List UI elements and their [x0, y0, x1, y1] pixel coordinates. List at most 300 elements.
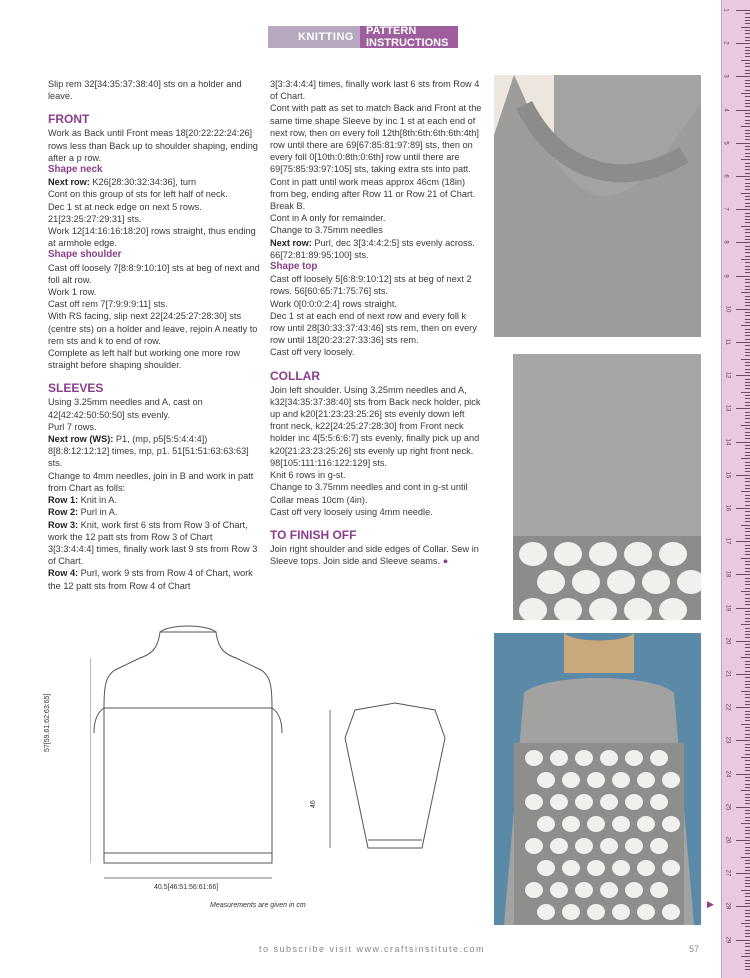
ruler-number: 13	[724, 405, 731, 412]
ruler-tick	[741, 956, 750, 957]
front-text: Work as Back until Front meas 18[20:22:22:24:26] rows less than Back up to shoulder shaping, ending after a p row.	[48, 128, 258, 163]
ruler-tick	[741, 126, 750, 127]
ruler-tick	[745, 571, 750, 572]
ruler-tick	[745, 681, 750, 682]
ruler-tick	[745, 770, 750, 771]
ruler-tick	[745, 521, 750, 522]
ruler-number: 9	[722, 273, 729, 278]
ruler-tick	[745, 106, 750, 107]
ruler-tick	[745, 531, 750, 532]
ruler-number: 18	[724, 571, 731, 578]
ruler-tick	[745, 279, 750, 280]
ruler-tick	[745, 53, 750, 54]
ruler-tick	[745, 289, 750, 290]
ruler-tick	[745, 332, 750, 333]
ruler-tick	[745, 206, 750, 207]
shoulder-text-3: Cast off rem 7[7:9:9:9:11] sts.	[48, 299, 168, 310]
ruler-tick	[745, 883, 750, 884]
ruler-tick	[736, 408, 750, 409]
next-row-text: K26[28:30:32:34:36], turn	[89, 177, 197, 188]
ruler-tick	[745, 853, 750, 854]
ruler-tick	[745, 817, 750, 818]
photo-sleeve-detail	[513, 354, 701, 620]
ruler-tick	[745, 335, 750, 336]
ruler-tick	[745, 379, 750, 380]
ruler-tick	[745, 173, 750, 174]
collar-heading: COLLAR	[270, 368, 320, 383]
footer-url: to subscribe visit www.craftsinstitute.com	[259, 944, 486, 954]
height-measurement: 57[59.61:62:63:65]	[44, 693, 51, 752]
ruler-tick	[745, 561, 750, 562]
ruler-tick	[745, 893, 750, 894]
ruler-tick	[745, 163, 750, 164]
ruler-tick	[745, 880, 750, 881]
ruler-tick	[736, 508, 750, 509]
back-view-illustration	[494, 633, 701, 925]
ruler-tick	[741, 525, 750, 526]
ruler-tick	[745, 365, 750, 366]
shoulder-text-1: Cast off loosely 7[8:8:9:10:10] sts at beg of next and foll alt row.	[48, 262, 260, 285]
ruler-tick	[745, 621, 750, 622]
ruler-tick	[736, 442, 750, 443]
ruler-tick	[736, 807, 750, 808]
ruler-tick	[745, 697, 750, 698]
ruler-tick	[745, 438, 750, 439]
ruler-tick	[745, 581, 750, 582]
ruler-tick	[741, 425, 750, 426]
ruler-tick	[745, 903, 750, 904]
ruler-tick	[745, 123, 750, 124]
ruler-tick	[736, 774, 750, 775]
ruler-tick	[745, 388, 750, 389]
ruler-tick	[745, 518, 750, 519]
sleeve-cont-1: 3[3:3:4:4:4] times, finally work last 6 sts from Row 4 of Chart.	[270, 79, 480, 102]
ruler-tick	[745, 266, 750, 267]
ruler-tick	[745, 860, 750, 861]
body-outline	[104, 632, 272, 863]
ruler-tick	[745, 199, 750, 200]
column-one	[48, 78, 260, 592]
ruler-tick	[736, 10, 750, 11]
next-row-label: Next row:	[48, 177, 90, 188]
ruler-tick	[745, 664, 750, 665]
ruler-tick	[745, 485, 750, 486]
ruler-number: 7	[722, 207, 729, 211]
ruler-tick	[745, 166, 750, 167]
ruler-number: 27	[724, 869, 731, 877]
ruler-tick	[745, 847, 750, 848]
ruler-tick	[745, 305, 750, 306]
ruler-tick	[745, 920, 750, 921]
measurement-note: Measurements are given in cm	[210, 902, 306, 909]
ruler-tick	[745, 319, 750, 320]
ruler-tick	[741, 27, 750, 28]
ruler-tick	[745, 239, 750, 240]
ruler-tick	[745, 843, 750, 844]
ruler-tick	[745, 462, 750, 463]
ruler-tick	[745, 813, 750, 814]
ruler-tick	[745, 651, 750, 652]
ruler-tick	[741, 325, 750, 326]
row-2-text: Purl in A.	[78, 507, 118, 518]
ruler-tick	[745, 886, 750, 887]
ruler-tick	[745, 355, 750, 356]
ruler-tick	[745, 747, 750, 748]
ruler-tick	[745, 17, 750, 18]
purl-row-label: Next row:	[270, 237, 312, 248]
row-4-label: Row 4:	[48, 568, 79, 579]
ruler-number: 19	[724, 604, 731, 611]
ruler-tick	[745, 352, 750, 353]
ruler-tick	[736, 475, 750, 476]
ruler-tick	[741, 691, 750, 692]
shape-top-heading: Shape top	[270, 261, 318, 273]
ruler-tick	[745, 548, 750, 549]
ruler-number: 26	[724, 836, 731, 844]
ruler-tick	[745, 468, 750, 469]
page-number: 57	[689, 944, 700, 954]
shape-neck-heading: Shape neck	[48, 164, 103, 176]
ruler-tick	[745, 455, 750, 456]
ruler-tick	[745, 578, 750, 579]
ruler-number: 3	[722, 74, 729, 79]
sleeves-heading: SLEEVES	[48, 381, 104, 396]
sleeves-text-2: Purl 7 rows.	[48, 421, 97, 432]
finish-body: Join right shoulder and side edges of Collar. Sew in Sleeve tops. Join side and Sleeve seams.	[270, 543, 479, 567]
ruler-tick	[745, 684, 750, 685]
ruler-tick	[741, 757, 750, 758]
ruler-tick	[745, 764, 750, 765]
ruler-tick	[745, 667, 750, 668]
ruler-tick	[736, 309, 750, 310]
ruler-tick	[736, 840, 750, 841]
shoulder-text-5: Complete as left half but working one more row straight before shaping shoulder.	[48, 348, 241, 371]
ruler-tick	[745, 322, 750, 323]
ruler-tick	[745, 103, 750, 104]
ruler-tick	[745, 465, 750, 466]
ruler-tick	[741, 857, 750, 858]
ruler-tick	[745, 113, 750, 114]
ruler-tick	[741, 226, 750, 227]
ruler-tick	[745, 760, 750, 761]
ruler-tick	[745, 535, 750, 536]
ruler-tick	[745, 767, 750, 768]
ruler-tick	[745, 505, 750, 506]
ruler-tick	[745, 435, 750, 436]
ruler-tick	[745, 286, 750, 287]
ruler-tick	[745, 960, 750, 961]
ruler-tick	[736, 209, 750, 210]
ruler-tick	[745, 830, 750, 831]
ruler-tick	[745, 339, 750, 340]
ruler-tick	[736, 110, 750, 111]
ruler-tick	[745, 63, 750, 64]
ruler-tick	[745, 916, 750, 917]
ruler-tick	[745, 262, 750, 263]
ruler-tick	[745, 701, 750, 702]
collar-text-4: Cast off very loosely using 4mm needle.	[270, 506, 433, 517]
ruler-tick	[745, 784, 750, 785]
ruler-tick	[745, 687, 750, 688]
ruler-tick	[745, 877, 750, 878]
ruler-tick	[745, 654, 750, 655]
ruler-tick	[745, 601, 750, 602]
ruler-tick	[745, 395, 750, 396]
ruler	[721, 0, 750, 978]
ruler-tick	[745, 926, 750, 927]
ruler-tick	[745, 90, 750, 91]
ruler-tick	[741, 193, 750, 194]
ruler-tick	[745, 896, 750, 897]
row-3-text: Knit, work first 6 sts from Row 3 of Chart, work the 12 patt sts from Row 3 of Chart 3[3:3:4:4:4] times, finally work last 9 sts from Row 3 of Chart.	[48, 519, 258, 567]
ruler-tick	[745, 850, 750, 851]
ruler-tick	[745, 661, 750, 662]
sleeves-text-1: Using 3.25mm needles and A, cast on 42[42:42:50:50:50] sts evenly.	[48, 397, 203, 420]
ruler-tick	[745, 312, 750, 313]
ruler-tick	[745, 448, 750, 449]
finish-heading: TO FINISH OFF	[270, 527, 357, 542]
ruler-tick	[745, 146, 750, 147]
row-1	[48, 494, 260, 506]
ruler-tick	[745, 385, 750, 386]
sleeve-outline	[345, 703, 445, 848]
ruler-tick	[745, 315, 750, 316]
ruler-tick	[745, 183, 750, 184]
ruler-tick	[745, 86, 750, 87]
ruler-tick	[736, 342, 750, 343]
ruler-tick	[745, 611, 750, 612]
ruler-tick	[745, 179, 750, 180]
width-measurement: 40.5[46:51:56:61:66]	[154, 884, 219, 891]
ruler-arrow-icon: ▶	[707, 899, 714, 909]
purl-row-text: Purl, dec 3[3:4:4:2:5] sts evenly across. 66[72:81:89:95:100] sts.	[270, 237, 475, 260]
ruler-tick	[745, 299, 750, 300]
ruler-tick	[745, 398, 750, 399]
ruler-tick	[745, 203, 750, 204]
ruler-tick	[745, 933, 750, 934]
ruler-tick	[745, 833, 750, 834]
photo-neck-detail	[494, 75, 701, 337]
ruler-number: 15	[724, 471, 731, 479]
ruler-tick	[745, 568, 750, 569]
ruler-number: 28	[724, 903, 731, 910]
ruler-tick	[745, 23, 750, 24]
ruler-tick	[745, 189, 750, 190]
sleeve-cont-4: Cont in A only for remainder.	[270, 213, 386, 224]
ruler-tick	[745, 588, 750, 589]
ruler-tick	[745, 734, 750, 735]
top-text-4: Cast off very loosely.	[270, 347, 355, 358]
ruler-tick	[745, 671, 750, 672]
ruler-tick	[745, 471, 750, 472]
ruler-tick	[741, 624, 750, 625]
ruler-tick	[745, 787, 750, 788]
ruler-tick	[736, 906, 750, 907]
ruler-tick	[745, 950, 750, 951]
ruler-tick	[736, 574, 750, 575]
ruler-tick	[745, 362, 750, 363]
ruler-tick	[745, 598, 750, 599]
ruler-tick	[745, 827, 750, 828]
ruler-tick	[745, 594, 750, 595]
ruler-number: 16	[724, 504, 731, 512]
ruler-tick	[745, 953, 750, 954]
ruler-tick	[745, 153, 750, 154]
sleeve-cont-2: Cont with patt as set to match Back and Front at the same time shape Sleeve by inc 1 st at each end of next row, then on every foll 12th[8th:6th:6th:6th:4th] row until there are 69[67:85:81:97:89] sts, then on every foll 0[10th:0:8th:0:6th] row until there are 69[75:85:93:97:105] sts, taking extra sts into patt. Cont in patt until work meas approx 46cm (18in) from beg, ending after Row 11 or Row 21 of Chart.	[270, 103, 482, 199]
ruler-tick	[741, 558, 750, 559]
ruler-tick	[745, 445, 750, 446]
ruler-tick	[745, 169, 750, 170]
ruler-number: 11	[724, 338, 731, 346]
ruler-tick	[745, 584, 750, 585]
ruler-tick	[741, 823, 750, 824]
ruler-tick	[745, 551, 750, 552]
ruler-tick	[745, 56, 750, 57]
ruler-tick	[745, 744, 750, 745]
ruler-tick	[741, 491, 750, 492]
ruler-tick	[745, 737, 750, 738]
ruler-tick	[745, 711, 750, 712]
ruler-tick	[745, 794, 750, 795]
ruler-tick	[745, 382, 750, 383]
ruler-tick	[736, 873, 750, 874]
sleeves-ws-row	[48, 433, 260, 470]
finish-text	[270, 543, 482, 567]
collar-text-2: Knit 6 rows in g-st.	[270, 470, 346, 481]
ruler-tick	[741, 657, 750, 658]
ruler-tick	[745, 372, 750, 373]
ruler-number: 20	[724, 637, 731, 645]
ruler-tick	[745, 810, 750, 811]
ruler-tick	[745, 246, 750, 247]
ruler-tick	[745, 66, 750, 67]
ruler-tick	[745, 369, 750, 370]
ruler-tick	[745, 30, 750, 31]
ruler-tick	[736, 674, 750, 675]
ruler-tick	[745, 345, 750, 346]
sleeve-measurement: 46	[310, 800, 317, 808]
ruler-tick	[745, 870, 750, 871]
ruler-tick	[745, 634, 750, 635]
ruler-tick	[745, 863, 750, 864]
shoulder-text-2: Work 1 row.	[48, 287, 97, 298]
ruler-tick	[745, 717, 750, 718]
ruler-tick	[736, 43, 750, 44]
ruler-tick	[745, 930, 750, 931]
collar-top	[160, 626, 216, 632]
ruler-number: 25	[724, 803, 731, 811]
row-2-label: Row 2:	[48, 507, 79, 518]
ruler-tick	[745, 70, 750, 71]
shoulder-text-4: With RS facing, slip next 22[24:25:27:28:30] sts (centre sts) on a holder and leave, rejoin A neatly to rem sts and k to end of row.	[48, 311, 258, 346]
ruler-tick	[745, 837, 750, 838]
ruler-tick	[745, 631, 750, 632]
ruler-tick	[741, 359, 750, 360]
ruler-tick	[745, 704, 750, 705]
ruler-tick	[745, 545, 750, 546]
ruler-number: 8	[722, 240, 729, 245]
ruler-number: 24	[724, 770, 731, 777]
ruler-number: 2	[722, 41, 729, 45]
ruler-tick	[745, 900, 750, 901]
ruler-tick	[745, 750, 750, 751]
ruler-tick	[745, 83, 750, 84]
ruler-tick	[745, 797, 750, 798]
ruler-tick	[736, 641, 750, 642]
row-4	[48, 567, 260, 591]
ruler-number: 6	[722, 174, 729, 178]
ruler-tick	[745, 222, 750, 223]
ruler-tick	[745, 515, 750, 516]
ruler-tick	[745, 554, 750, 555]
ruler-tick	[745, 186, 750, 187]
top-text-1: Cast off loosely 5[6:8:9:10:12] sts at beg of next 2 rows. 56[60:65:71:75:76] sts.	[270, 274, 472, 297]
ruler-tick	[745, 236, 750, 237]
banner-pattern: PATTERN INSTRUCTIONS	[360, 26, 458, 48]
ws-row-text: P1, (mp, p5[5:5:4:4:4]) 8[8:8:12:12:12] times, mp, p1. 51[51:51:63:63:63] sts.	[48, 434, 249, 469]
ruler-number: 14	[724, 438, 731, 445]
ruler-tick	[741, 591, 750, 592]
ruler-number: 4	[722, 107, 729, 112]
ruler-number: 17	[724, 537, 731, 545]
ruler-tick	[745, 677, 750, 678]
ruler-tick	[745, 495, 750, 496]
ruler-tick	[745, 120, 750, 121]
ruler-tick	[745, 50, 750, 51]
ruler-tick	[745, 249, 750, 250]
ruler-tick	[745, 213, 750, 214]
ruler-tick	[745, 73, 750, 74]
ruler-tick	[736, 940, 750, 941]
ruler-tick	[745, 432, 750, 433]
ruler-tick	[745, 40, 750, 41]
ruler-tick	[745, 943, 750, 944]
ruler-tick	[745, 256, 750, 257]
ruler-tick	[745, 80, 750, 81]
ruler-tick	[741, 93, 750, 94]
ruler-number: 10	[724, 305, 731, 313]
neck-row	[48, 176, 260, 188]
ruler-tick	[745, 910, 750, 911]
ruler-tick	[745, 136, 750, 137]
ruler-number: 29	[724, 936, 731, 943]
ruler-tick	[741, 458, 750, 459]
ruler-tick	[745, 33, 750, 34]
ruler-tick	[745, 47, 750, 48]
ruler-tick	[745, 498, 750, 499]
sleeve-cont-6	[270, 237, 482, 261]
ruler-tick	[741, 259, 750, 260]
ruler-number: 12	[724, 371, 731, 379]
ruler-tick	[745, 216, 750, 217]
ruler-tick	[745, 867, 750, 868]
ruler-tick	[741, 724, 750, 725]
ruler-tick	[745, 820, 750, 821]
ruler-tick	[745, 232, 750, 233]
ruler-tick	[745, 511, 750, 512]
ruler-tick	[745, 418, 750, 419]
ruler-tick	[745, 452, 750, 453]
ruler-tick	[745, 936, 750, 937]
ruler-tick	[745, 730, 750, 731]
ruler-tick	[736, 176, 750, 177]
ruler-tick	[745, 969, 750, 970]
ruler-number: 21	[724, 670, 731, 678]
ruler-tick	[741, 392, 750, 393]
front-heading: FRONT	[48, 112, 90, 127]
ruler-tick	[745, 803, 750, 804]
ws-row-label: Next row (WS):	[48, 434, 114, 445]
